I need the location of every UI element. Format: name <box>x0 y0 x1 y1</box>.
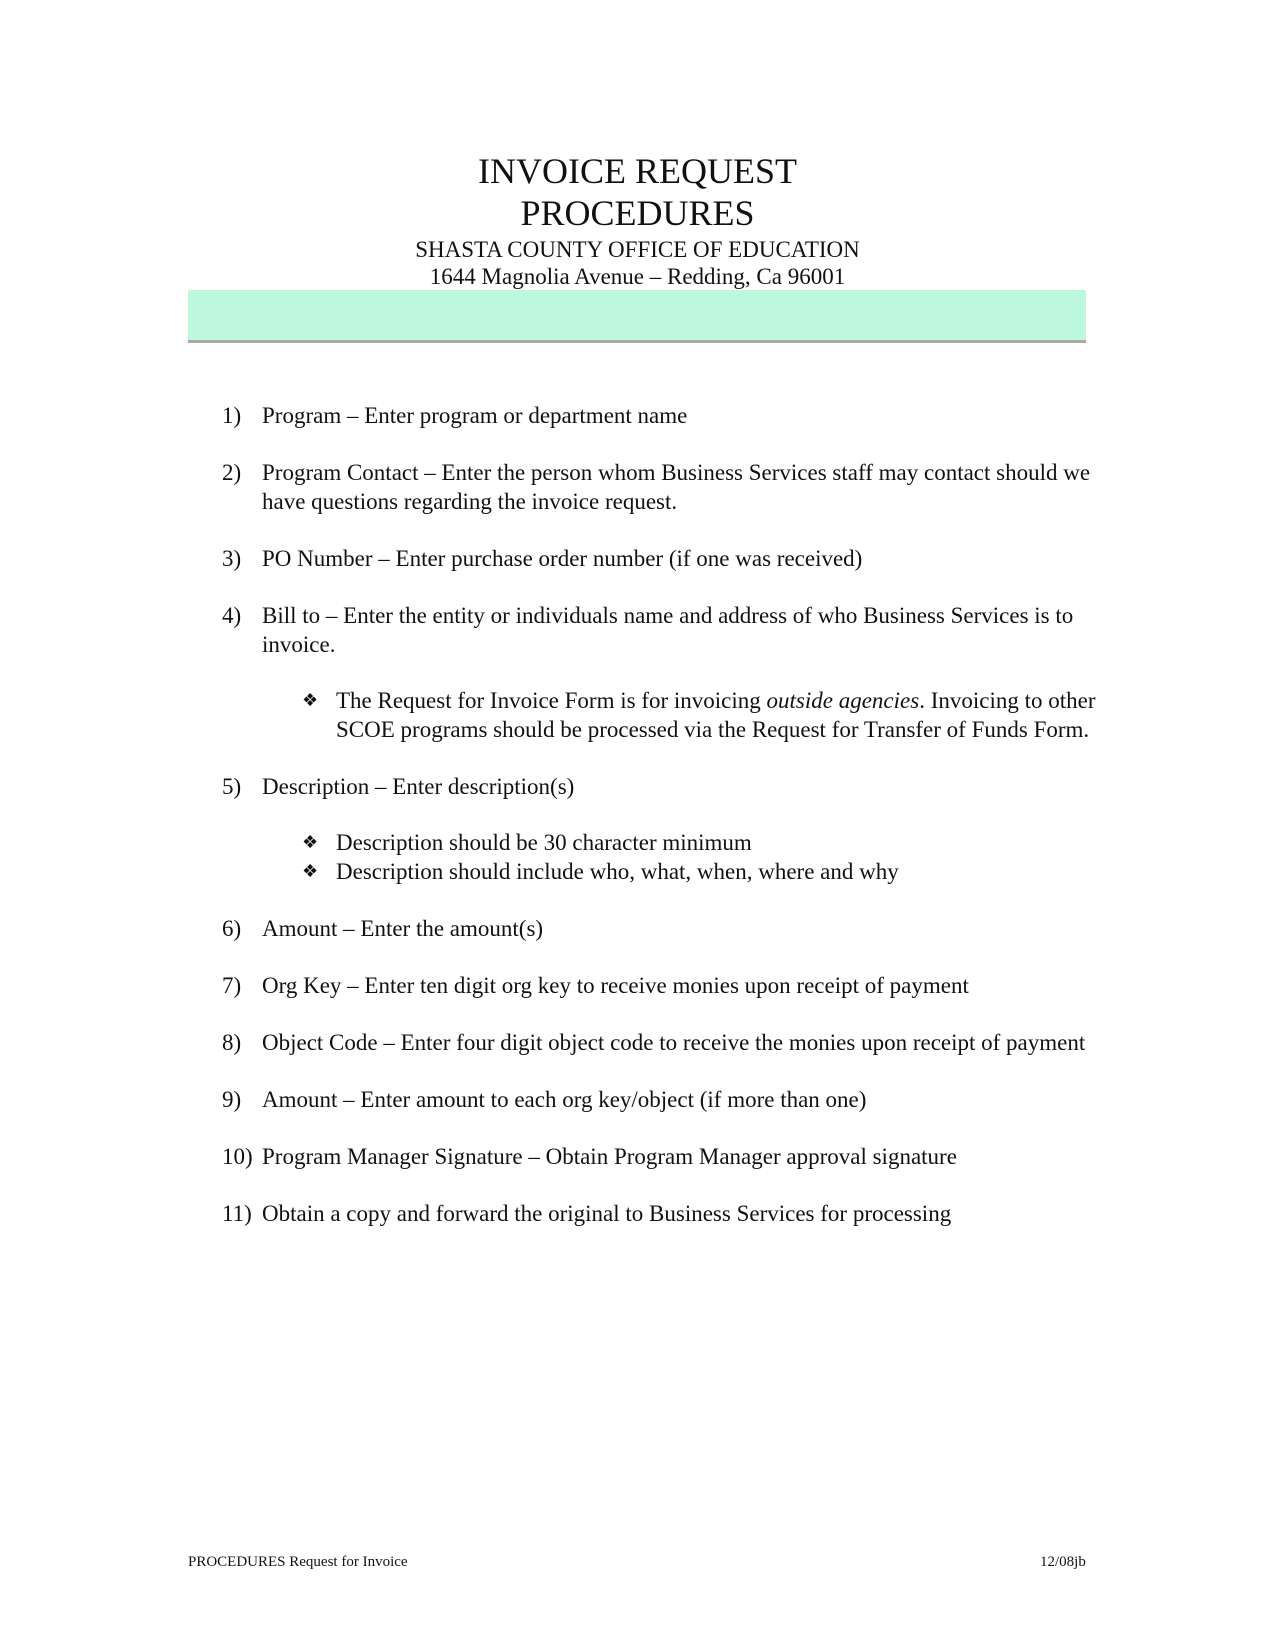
description-notes <box>302 828 1102 886</box>
note-text: The Request for Invoice Form is for invoicing outside agencies. Invoicing to other SCOE programs should be processed via the Request for Transfer of Funds Form. <box>336 688 1096 742</box>
list-item-number: 4) <box>222 603 242 628</box>
diamond-bullet-icon: ❖ <box>302 832 319 852</box>
list-item-number: 5) <box>222 774 242 799</box>
footer-revision: 12/08jb <box>1040 1554 1086 1570</box>
list-item-number: 11) <box>222 1201 252 1226</box>
list-item-number: 9) <box>222 1087 242 1112</box>
list-item <box>222 458 1102 516</box>
emphasis-text: outside agencies <box>766 688 920 713</box>
list-item-text: Program Manager Signature – Obtain Program Manager approval signature <box>262 1144 957 1169</box>
list-item-text: PO Number – Enter purchase order number (if one was received) <box>262 546 863 571</box>
diamond-bullet-icon: ❖ <box>302 690 319 710</box>
note-item <box>302 857 1102 886</box>
list-item-number: 7) <box>222 973 242 998</box>
page-title-line-1: INVOICE REQUEST <box>478 151 797 191</box>
list-item-text: Org Key – Enter ten digit org key to receive monies upon receipt of payment <box>262 973 969 998</box>
list-item-text: Description – Enter description(s) <box>262 774 575 799</box>
list-item <box>222 601 1102 659</box>
list-item-text: Amount – Enter amount to each org key/object (if more than one) <box>262 1087 867 1112</box>
note-item <box>302 686 1102 744</box>
list-item <box>222 401 1102 430</box>
list-item-number: 8) <box>222 1030 242 1055</box>
procedure-list <box>222 401 1102 1256</box>
bill-to-note <box>302 686 1102 744</box>
list-item-text: Obtain a copy and forward the original to Business Services for processing <box>262 1201 952 1226</box>
note-item <box>302 828 1102 857</box>
organization-address: 1644 Magnolia Avenue – Redding, Ca 96001 <box>429 264 846 289</box>
footer-document-name: PROCEDURES Request for Invoice <box>188 1554 408 1570</box>
list-item <box>222 772 1102 801</box>
list-item-text: Amount – Enter the amount(s) <box>262 916 544 941</box>
note-text: Description should include who, what, when, where and why <box>336 859 899 884</box>
list-item-number: 3) <box>222 546 242 571</box>
list-item-number: 1) <box>222 403 242 428</box>
page-title-line-2: PROCEDURES <box>520 193 755 233</box>
list-item <box>222 1028 1102 1057</box>
list-item <box>222 1085 1102 1114</box>
list-item-number: 10) <box>222 1144 253 1169</box>
list-item-number: 2) <box>222 460 242 485</box>
organization-name: SHASTA COUNTY OFFICE OF EDUCATION <box>415 237 860 262</box>
diamond-bullet-icon: ❖ <box>302 861 319 881</box>
list-item-text: Program – Enter program or department name <box>262 403 688 428</box>
list-item <box>222 971 1102 1000</box>
list-item-text: Bill to – Enter the entity or individuals name and address of who Business Services is to invoice. <box>262 603 1074 657</box>
list-item-text: Object Code – Enter four digit object code to receive the monies upon receipt of payment <box>262 1030 1086 1055</box>
list-item <box>222 544 1102 573</box>
list-item-number: 6) <box>222 916 242 941</box>
note-text: Description should be 30 character minimum <box>336 830 752 855</box>
list-item <box>222 1199 1102 1228</box>
list-item <box>222 1142 1102 1171</box>
list-item <box>222 914 1102 943</box>
header-color-band <box>188 290 1086 343</box>
list-item-text: Program Contact – Enter the person whom Business Services staff may contact should we have questions regarding the invoice request. <box>262 460 1091 514</box>
